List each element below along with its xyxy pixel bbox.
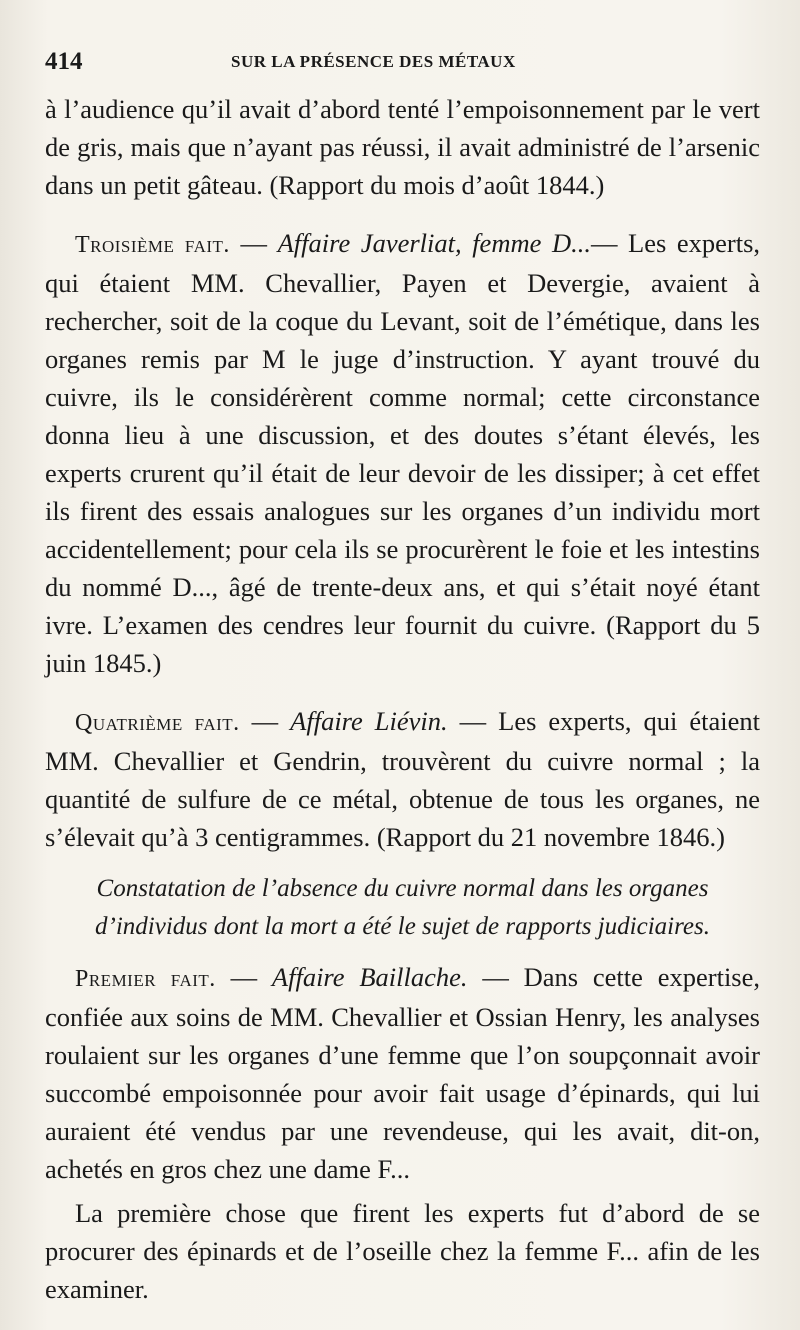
- running-head: SUR LA PRÉSENCE DES MÉTAUX: [231, 52, 516, 71]
- paragraph-quatrieme-fait: [45, 702, 760, 856]
- page-number: 414: [45, 48, 83, 75]
- paragraph-text: La première chose que firent les experts fut d’abord de se procurer des épinards et de l’oseille chez la femme F... afin de les examiner.: [45, 1198, 760, 1304]
- em-dash: —: [230, 962, 258, 992]
- section-heading-line: Constatation de l’absence du cuivre normal dans les organes: [96, 875, 709, 902]
- paragraph-premier-fait: [45, 958, 760, 1188]
- section-lead: Troisième fait.: [75, 232, 230, 258]
- section-heading-line: d’individus dont la mort a été le sujet de rapports judiciaires.: [95, 913, 710, 940]
- paragraph-text: Les experts, qui étaient MM. Chevallier, Payen et Devergie, avaient à rechercher, soit de la coque du Levant, soit de l’émétique, dans les organes remis par M le juge d’instruction. Y ayant trouvé du cuivre, ils le considérèrent comme normal; cette circonstance donna lieu à une discussion, et des doutes s’étant élevés, les experts crurent qu’il était de leur devoir de les dissiper; à cet effet ils firent des essais analogues sur les organes d’un individu mort accidentellement; pour cela ils se procurèrent le foie et les intestins du nommé D..., âgé de trente-deux ans, et qui s’était noyé étant ivre. L’examen des cendres leur fournit du cuivre. (Rapport du 5 juin 1845.): [45, 228, 761, 678]
- section-lead: Premier fait.: [75, 966, 216, 992]
- em-dash: —: [240, 228, 268, 258]
- em-dash: —: [251, 706, 279, 736]
- case-title: Affaire Baillache.: [271, 962, 468, 992]
- em-dash: —: [590, 228, 618, 258]
- paragraph-text: à l’audience qu’il avait d’abord tenté l’empoisonnement par le vert de gris, mais que n’ayant pas réussi, il avait administré de l’arsenic dans un petit gâteau. (Rapport du mois d’août 1844.): [45, 94, 760, 200]
- paragraph-troisieme-fait: [45, 224, 760, 682]
- em-dash: —: [459, 706, 487, 736]
- em-dash: —: [482, 962, 509, 992]
- case-title: Affaire Liévin.: [290, 706, 448, 736]
- case-title: Affaire Javerliat, femme D...: [277, 228, 591, 258]
- page-body: [45, 90, 760, 1308]
- paragraph-text: Les experts, qui étaient MM. Chevallier et Gendrin, trouvèrent du cuivre normal ; la quantité de sulfure de ce métal, obtenue de tous les organes, ne s’élevait qu’à 3 centigrammes. (Rapport du 21 novembre 1846.): [45, 706, 761, 852]
- page-header: [45, 48, 760, 78]
- section-lead: Quatrième fait.: [75, 710, 240, 736]
- paragraph-text: Dans cette expertise, confiée aux soins de MM. Chevallier et Ossian Henry, les analyses roulaient sur les organes d’une femme que l’on soupçonnait avoir succombé empoisonnée pour avoir fait usage d’épinards, qui lui auraient été vendus par une revendeuse, qui les avait, dit-on, achetés en gros chez une dame F...: [45, 962, 761, 1184]
- paragraph-final: [45, 1194, 760, 1308]
- paragraph-continuation: [45, 90, 760, 204]
- section-heading: [45, 870, 760, 946]
